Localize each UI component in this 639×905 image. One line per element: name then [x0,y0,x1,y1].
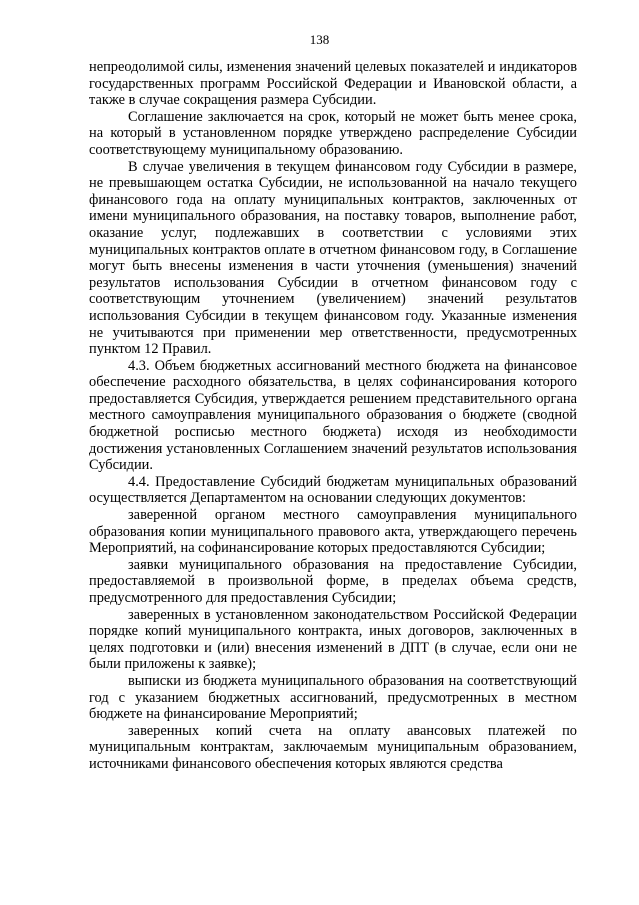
paragraph-4-3: 4.3. Объем бюджетных ассигнований местного бюджета на финансовое обеспечение расходного обязательства, в целях софинансирования которого предоставляется Субсидия, утверждается решением представительного органа местного самоуправления муниципального образования о бюджете (сводной бюджетной росписью местного бюджета) исходя из необходимости достижения установленных Соглашением значений результатов использования Субсидии. [89,357,577,474]
page-body [89,59,577,773]
paragraph-1: непреодолимой силы, изменения значений целевых показателей и индикаторов государственных программ Российской Федерации и Ивановской области, а также в случае сокращения размера Субсидии. [89,59,577,109]
paragraph-4-4: 4.4. Предоставление Субсидий бюджетам муниципальных образований осуществляется Департаментом на основании следующих документов: [89,473,577,507]
list-item-contract-copies: заверенных в установленном законодательством Российской Федерации порядке копий муниципального контракта, иных договоров, заключенных в целях подготовки и (или) внесения изменений в ДПТ (в случае, если они не были приложены к заявке); [89,606,577,673]
list-item-legal-act-copy: заверенной органом местного самоуправления муниципального образования копии муниципального правового акта, утверждающего перечень Мероприятий, на софинансирование которых предоставляются Субсидии; [89,507,577,557]
list-item-budget-extract: выписки из бюджета муниципального образования на соответствующий год с указанием бюджетных ассигнований, предусмотренных в местном бюджете на финансирование Мероприятий; [89,672,577,723]
paragraph-3: В случае увеличения в текущем финансовом году Субсидии в размере, не превышающем остатка Субсидии, не использованной на начало текущего финансового года на оплату муниципальных контрактов, заключенных от имени муниципального образования, на поставку товаров, выполнение работ, оказание услуг, подлежавших в соответствии с условиями этих муниципальных контрактов оплате в отчетном финансовом году, в Соглашение могут быть внесены изменения в части уточнения (уменьшения) значений результатов использования Субсидии в отчетном финансовом году с соответствующим уточнением (увеличением) значений результатов использования Субсидии в текущем финансовом году. Указанные изменения не учитываются при применении мер ответственности, предусмотренных пунктом 12 Правил. [89,158,577,358]
list-item-application: заявки муниципального образования на предоставление Субсидии, предоставляемой в произвольной форме, в пределах объема средств, предусмотренного для предоставления Субсидии; [89,556,577,606]
page-number: 138 [309,32,330,47]
list-item-invoice-copies: заверенных копий счета на оплату авансовых платежей по муниципальным контрактам, заключаемым муниципальным образованием, источниками финансового обеспечения которых являются средства [89,722,577,772]
paragraph-2: Соглашение заключается на срок, который не может быть менее срока, на который в установленном порядке утверждено распределение Субсидии соответствующему муниципальному образованию. [89,108,577,158]
